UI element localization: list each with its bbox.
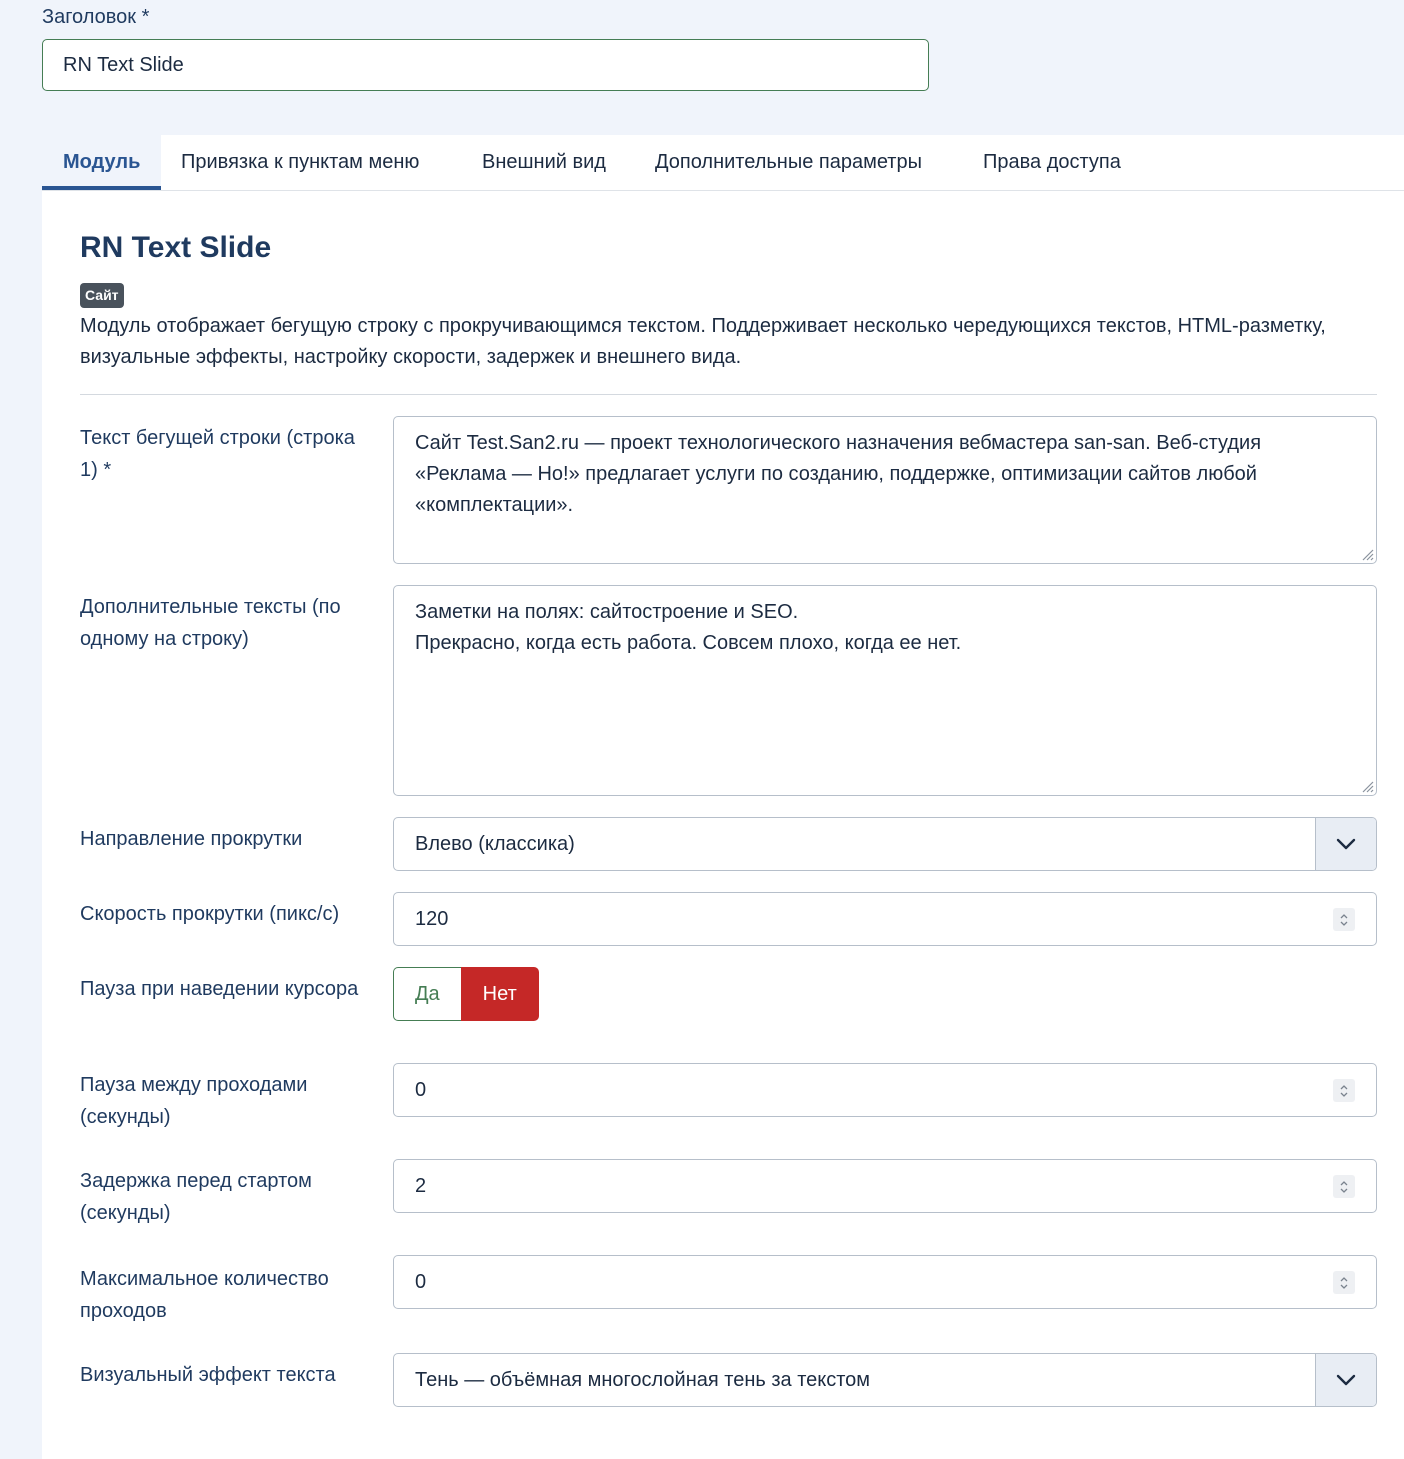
- spinner-arrows-icon[interactable]: [1333, 908, 1355, 931]
- speed-value: 120: [415, 908, 449, 930]
- pause-between-input[interactable]: [393, 1063, 1377, 1117]
- module-description: Модуль отображает бегущую строку с прокручивающимся текстом. Поддерживает несколько чередующихся текстов, HTML-разметку, визуальные эффекты, настройку скорости, задержек и внешнего вида.: [80, 315, 1326, 368]
- module-title: RN Text Slide: [80, 231, 272, 264]
- extra-text-line: Прекрасно, когда есть работа. Совсем плохо, когда ее нет.: [415, 632, 962, 654]
- max-passes-input[interactable]: [393, 1255, 1377, 1309]
- site-badge: Сайт: [80, 283, 124, 308]
- divider: [80, 394, 1377, 395]
- pause-between-label: Пауза между проходами (секунды): [80, 1074, 308, 1128]
- max-passes-label: Максимальное количество проходов: [80, 1268, 329, 1322]
- resize-grip-icon[interactable]: [1360, 547, 1374, 561]
- title-label: Заголовок *: [42, 6, 150, 28]
- toggle-no-button[interactable]: Нет: [461, 967, 539, 1021]
- tab-module[interactable]: Модуль: [42, 135, 161, 190]
- marquee-text-textarea[interactable]: [393, 416, 1377, 564]
- spinner-arrows-icon[interactable]: [1333, 1271, 1355, 1294]
- direction-select[interactable]: [393, 817, 1377, 871]
- text-effect-value: Тень — объёмная многослойная тень за текстом: [415, 1369, 871, 1391]
- extra-texts-label: Дополнительные тексты (по одному на строку): [80, 596, 341, 650]
- marquee-text-value: Сайт Test.San2.ru — проект технологического назначения вебмастера san-san. Веб-студия «Реклама — Но!» предлагает услуги по созданию, поддержке, оптимизации сайтов любой «комплектации».: [415, 432, 1267, 516]
- tab-appearance[interactable]: Внешний вид: [482, 151, 606, 173]
- module-panel: [42, 191, 1404, 1459]
- tabs-bar: [42, 135, 1404, 191]
- direction-value: Влево (классика): [415, 833, 575, 855]
- dropdown-button[interactable]: [1315, 1354, 1376, 1406]
- start-delay-input[interactable]: [393, 1159, 1377, 1213]
- toggle-yes-button[interactable]: Да: [393, 967, 461, 1021]
- text-effect-label: Визуальный эффект текста: [80, 1364, 336, 1386]
- speed-input[interactable]: [393, 892, 1377, 946]
- start-delay-value: 2: [415, 1175, 427, 1197]
- resize-grip-icon[interactable]: [1360, 779, 1374, 793]
- spinner-arrows-icon[interactable]: [1333, 1079, 1355, 1102]
- pause-between-value: 0: [415, 1079, 427, 1101]
- max-passes-value: 0: [415, 1271, 427, 1293]
- title-input[interactable]: RN Text Slide: [42, 39, 929, 91]
- spinner-arrows-icon[interactable]: [1333, 1175, 1355, 1198]
- text-effect-select[interactable]: [393, 1353, 1377, 1407]
- tab-permissions[interactable]: Права доступа: [983, 151, 1121, 173]
- pause-hover-label: Пауза при наведении курсора: [80, 978, 359, 1000]
- pause-hover-toggle: [393, 967, 539, 1021]
- marquee-text-label: Текст бегущей строки (строка 1) *: [80, 427, 355, 481]
- direction-label: Направление прокрутки: [80, 828, 303, 850]
- dropdown-button[interactable]: [1315, 818, 1376, 870]
- chevron-down-icon: [1336, 838, 1356, 850]
- chevron-down-icon: [1336, 1374, 1356, 1386]
- speed-label: Скорость прокрутки (пикс/с): [80, 903, 340, 925]
- start-delay-label: Задержка перед стартом (секунды): [80, 1170, 312, 1224]
- tab-menu-assignment[interactable]: Привязка к пунктам меню: [181, 151, 420, 173]
- extra-texts-textarea[interactable]: [393, 585, 1377, 796]
- tab-advanced[interactable]: Дополнительные параметры: [655, 151, 922, 173]
- extra-text-line: Заметки на полях: сайтостроение и SEO.: [415, 601, 799, 623]
